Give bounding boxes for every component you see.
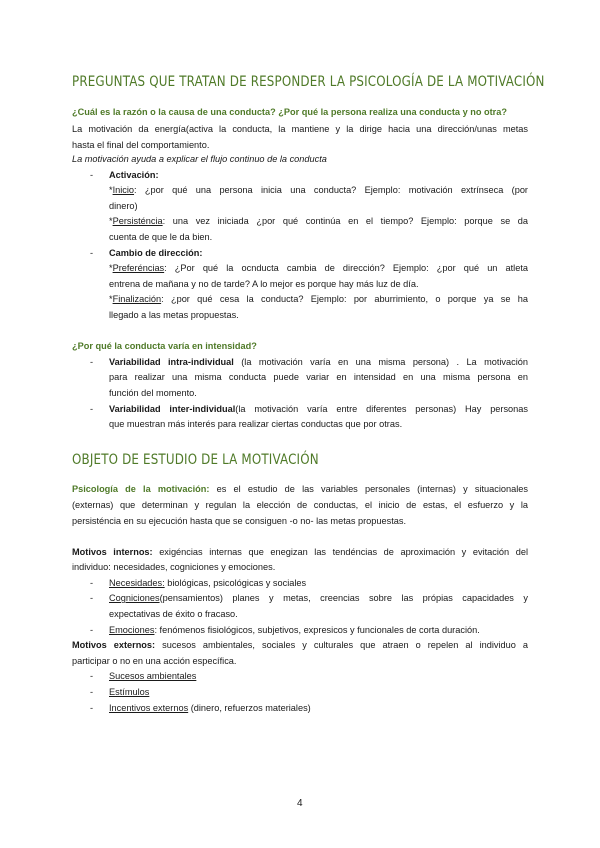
list-item-text: *Finalización: ¿por qué cesa la conducta? Ejemplo: por aburrimiento, o porque ya se ha bbox=[109, 294, 528, 304]
list-item-text: cuenta de que le da bien. bbox=[109, 232, 213, 242]
list-item-text: Estímulos bbox=[109, 687, 150, 697]
list-item-text: expectativas de éxito o fracaso. bbox=[109, 609, 238, 619]
paragraph-line: La motivación da energía(activa la conducta, la mantiene y la dirige hacia una dirección/unas metas bbox=[72, 124, 528, 134]
list-bullet: - bbox=[90, 357, 94, 367]
list-bullet: - bbox=[90, 404, 94, 414]
list-item-text: dinero) bbox=[109, 201, 138, 211]
italic-note: La motivación ayuda a explicar el flujo continuo de la conducta bbox=[72, 154, 327, 164]
paragraph-line: persisténcia en su ejecución hasta que se consiguen -o no- las metas propuestas. bbox=[72, 516, 407, 526]
paragraph-line: Motivos internos: exigéncias internas que enegizan las tendéncias de aproximación y evitación del bbox=[72, 547, 528, 557]
list-item-text: función del momento. bbox=[109, 388, 197, 398]
list-bullet: - bbox=[90, 625, 94, 635]
list-item-text: Sucesos ambientales bbox=[109, 671, 197, 681]
list-item-text: Cogniciones(pensamientos) planes y metas, creencias sobre las própias capacidades y bbox=[109, 593, 528, 603]
page-number: 4 bbox=[297, 798, 303, 809]
section-heading: PREGUNTAS QUE TRATAN DE RESPONDER LA PSICOLOGÍA DE LA MOTIVACIÓN bbox=[72, 74, 545, 90]
paragraph-line: Motivos externos: sucesos ambientales, sociales y culturales que atraen o repelen al individuo a bbox=[72, 640, 528, 650]
list-bullet: - bbox=[90, 578, 94, 588]
list-bullet: - bbox=[90, 170, 94, 180]
list-item-label: Cambio de dirección: bbox=[109, 248, 203, 258]
list-item-text: *Inicio: ¿por qué una persona inicia una conducta? Ejemplo: motivación extrínseca (por bbox=[109, 185, 528, 195]
list-item-text: *Persisténcia: una vez iniciada ¿por qué continúa en el tiempo? Ejemplo: porque se da bbox=[109, 216, 528, 226]
paragraph-line: individuo: necesidades, cogniciones y emociones. bbox=[72, 562, 276, 572]
paragraph-line: Psicología de la motivación: es el estudio de las variables personales (internas) y situacionales bbox=[72, 484, 528, 494]
list-item-text: Necesidades: biológicas, psicológicas y sociales bbox=[109, 578, 307, 588]
list-bullet: - bbox=[90, 593, 94, 603]
list-item-text: para realizar una misma conducta puede variar en intensidad en una misma persona en bbox=[109, 372, 528, 382]
list-item-text: *Preferéncias: ¿Por qué la ocnducta cambia de dirección? Ejemplo: ¿por qué un atleta bbox=[109, 263, 528, 273]
list-item-text: llegado a las metas propuestas. bbox=[109, 310, 239, 320]
paragraph-line: participar o no en una acción específica. bbox=[72, 656, 237, 666]
paragraph-line: hasta el final del comportamiento. bbox=[72, 140, 210, 150]
list-bullet: - bbox=[90, 703, 94, 713]
list-item-label: Activación: bbox=[109, 170, 159, 180]
list-item-text: Emociones: fenómenos fisiológicos, subjetivos, expresicos y funcionales de corta duración. bbox=[109, 625, 480, 635]
list-bullet: - bbox=[90, 248, 94, 258]
question-heading: ¿Por qué la conducta varía en intensidad? bbox=[72, 341, 257, 351]
paragraph-line: (externas) que determinan y regulan la elección de conductas, el inicio de estas, el esfuerzo y la bbox=[72, 500, 528, 510]
list-item-text: entrena de mañana y no de tarde? A lo mejor es porque hay más luz de día. bbox=[109, 279, 419, 289]
list-item-text: Variabilidad intra-individual (la motivación varía en una misma persona) . La motivación bbox=[109, 357, 528, 367]
section-heading: OBJETO DE ESTUDIO DE LA MOTIVACIÓN bbox=[72, 452, 319, 468]
list-bullet: - bbox=[90, 671, 94, 681]
question-heading: ¿Cuál es la razón o la causa de una conducta? ¿Por qué la persona realiza una conducta y no otra? bbox=[72, 107, 507, 117]
list-item-text: Incentivos externos (dinero, refuerzos materiales) bbox=[109, 703, 311, 713]
list-bullet: - bbox=[90, 687, 94, 697]
list-item-text: que muestran más interés para realizar ciertas conductas que por otras. bbox=[109, 419, 403, 429]
list-item-text: Variabilidad inter-individual(la motivación varía entre diferentes personas) Hay personas bbox=[109, 404, 528, 414]
